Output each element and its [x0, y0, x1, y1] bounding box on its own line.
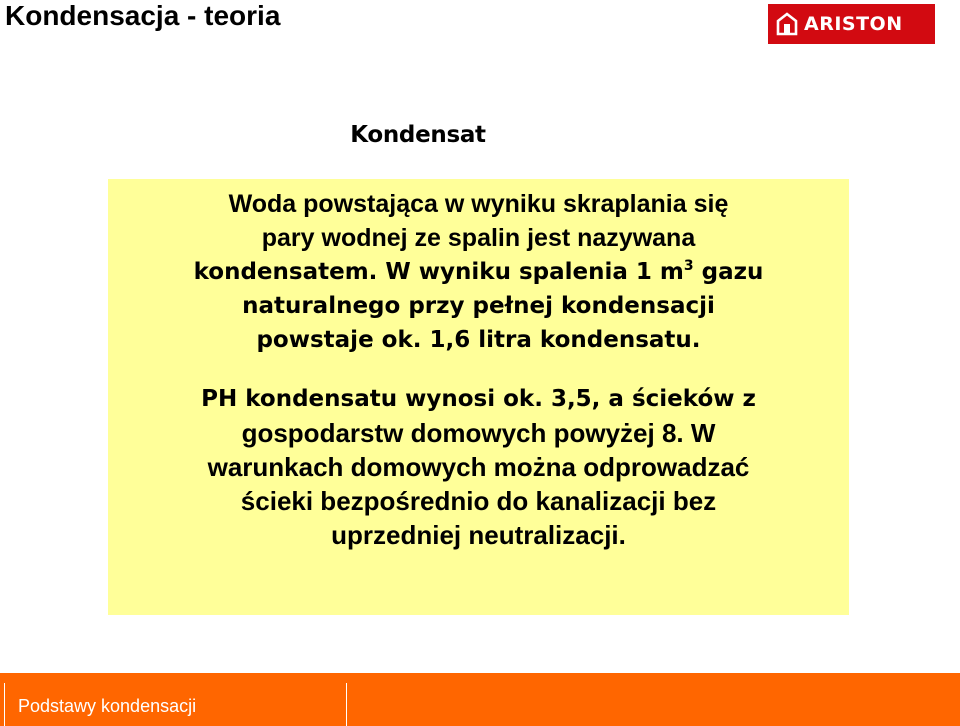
paragraph-line: PH kondensatu wynosi ok. 3,5, a ścieków z — [201, 386, 756, 412]
paragraph-line: gospodarstw domowych powyżej 8. W — [241, 418, 716, 448]
paragraph-ph-info — [108, 382, 849, 552]
paragraph-line — [108, 255, 849, 289]
paragraph-line: pary wodnej ze spalin jest nazywana — [261, 224, 696, 252]
footer-divider — [4, 683, 5, 726]
paragraph-line: Woda powstająca w wyniku skraplania się — [228, 190, 729, 218]
page-title: Kondensacja - teoria — [5, 0, 281, 31]
footer-bar — [0, 673, 960, 726]
house-icon — [776, 12, 798, 36]
section-heading: Kondensat — [350, 122, 486, 148]
footer-label: Podstawy kondensacji — [18, 696, 197, 716]
logo-text: ARISTON — [804, 13, 903, 35]
paragraph-line: uprzedniej neutralizacji. — [331, 520, 626, 550]
cubic-superscript: 3 — [683, 258, 694, 274]
paragraph-line: warunkach domowych można odprowadzać — [207, 452, 750, 482]
paragraph-line-text: gazu — [693, 259, 764, 285]
content-box — [108, 179, 849, 615]
paragraph-line-text: kondensatem. W wyniku spalenia 1 m — [193, 259, 684, 285]
paragraph-condensate-definition — [108, 187, 849, 357]
footer-divider — [346, 683, 347, 726]
paragraph-line: powstaje ok. 1,6 litra kondensatu. — [256, 327, 701, 353]
paragraph-line: naturalnego przy pełnej kondensacji — [242, 293, 715, 319]
ariston-logo — [768, 4, 935, 44]
paragraph-line: ścieki bezpośrednio do kanalizacji bez — [240, 486, 717, 516]
